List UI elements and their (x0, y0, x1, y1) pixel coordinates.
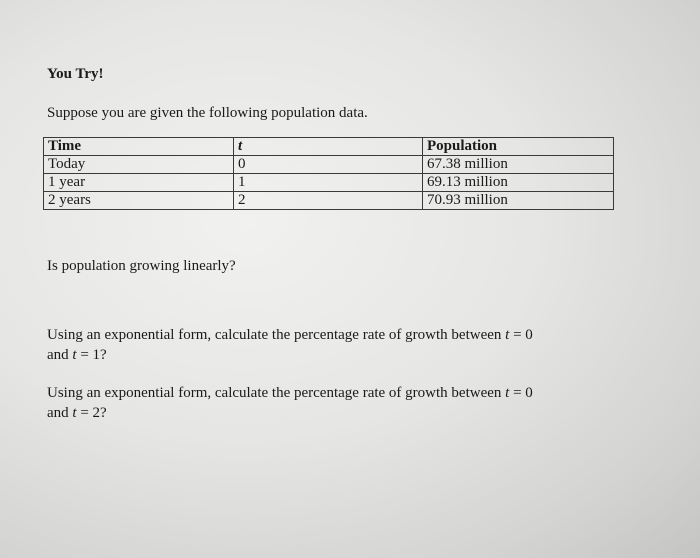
cell-time: 1 year (44, 174, 234, 192)
cell-time: 2 years (44, 192, 234, 210)
table-row (44, 192, 614, 210)
population-table (43, 137, 614, 210)
q3-var1: t (505, 385, 510, 401)
header-t: t (234, 138, 423, 156)
q3-text: Using an exponential form, calculate the percentage rate of growth between (47, 385, 506, 401)
intro-text: Suppose you are given the following population data. (47, 105, 368, 121)
q2-var2: t (72, 347, 77, 363)
q3-end: = 2? (76, 405, 107, 421)
question-growth-t1 (47, 325, 617, 365)
cell-t: 0 (234, 156, 423, 174)
cell-population: 70.93 million (423, 192, 614, 210)
cell-time: Today (44, 156, 234, 174)
q2-var1: t (505, 327, 510, 343)
cell-population: 67.38 million (423, 156, 614, 174)
q2-mid: = 0 (509, 327, 533, 343)
q2-line2: and (47, 347, 73, 363)
q3-line2: and (47, 405, 73, 421)
q3-mid: = 0 (509, 385, 533, 401)
table-row (44, 156, 614, 174)
q2-text: Using an exponential form, calculate the percentage rate of growth between (47, 327, 506, 343)
question-linear: Is population growing linearly? (47, 258, 236, 274)
q2-end: = 1? (76, 347, 107, 363)
cell-t: 2 (234, 192, 423, 210)
question-growth-t2 (47, 383, 617, 423)
table-row (44, 174, 614, 192)
q3-var2: t (72, 405, 77, 421)
header-time: Time (44, 138, 234, 156)
cell-population: 69.13 million (423, 174, 614, 192)
header-population: Population (423, 138, 614, 156)
cell-t: 1 (234, 174, 423, 192)
heading: You Try! (47, 66, 104, 82)
table-header-row (44, 138, 614, 156)
